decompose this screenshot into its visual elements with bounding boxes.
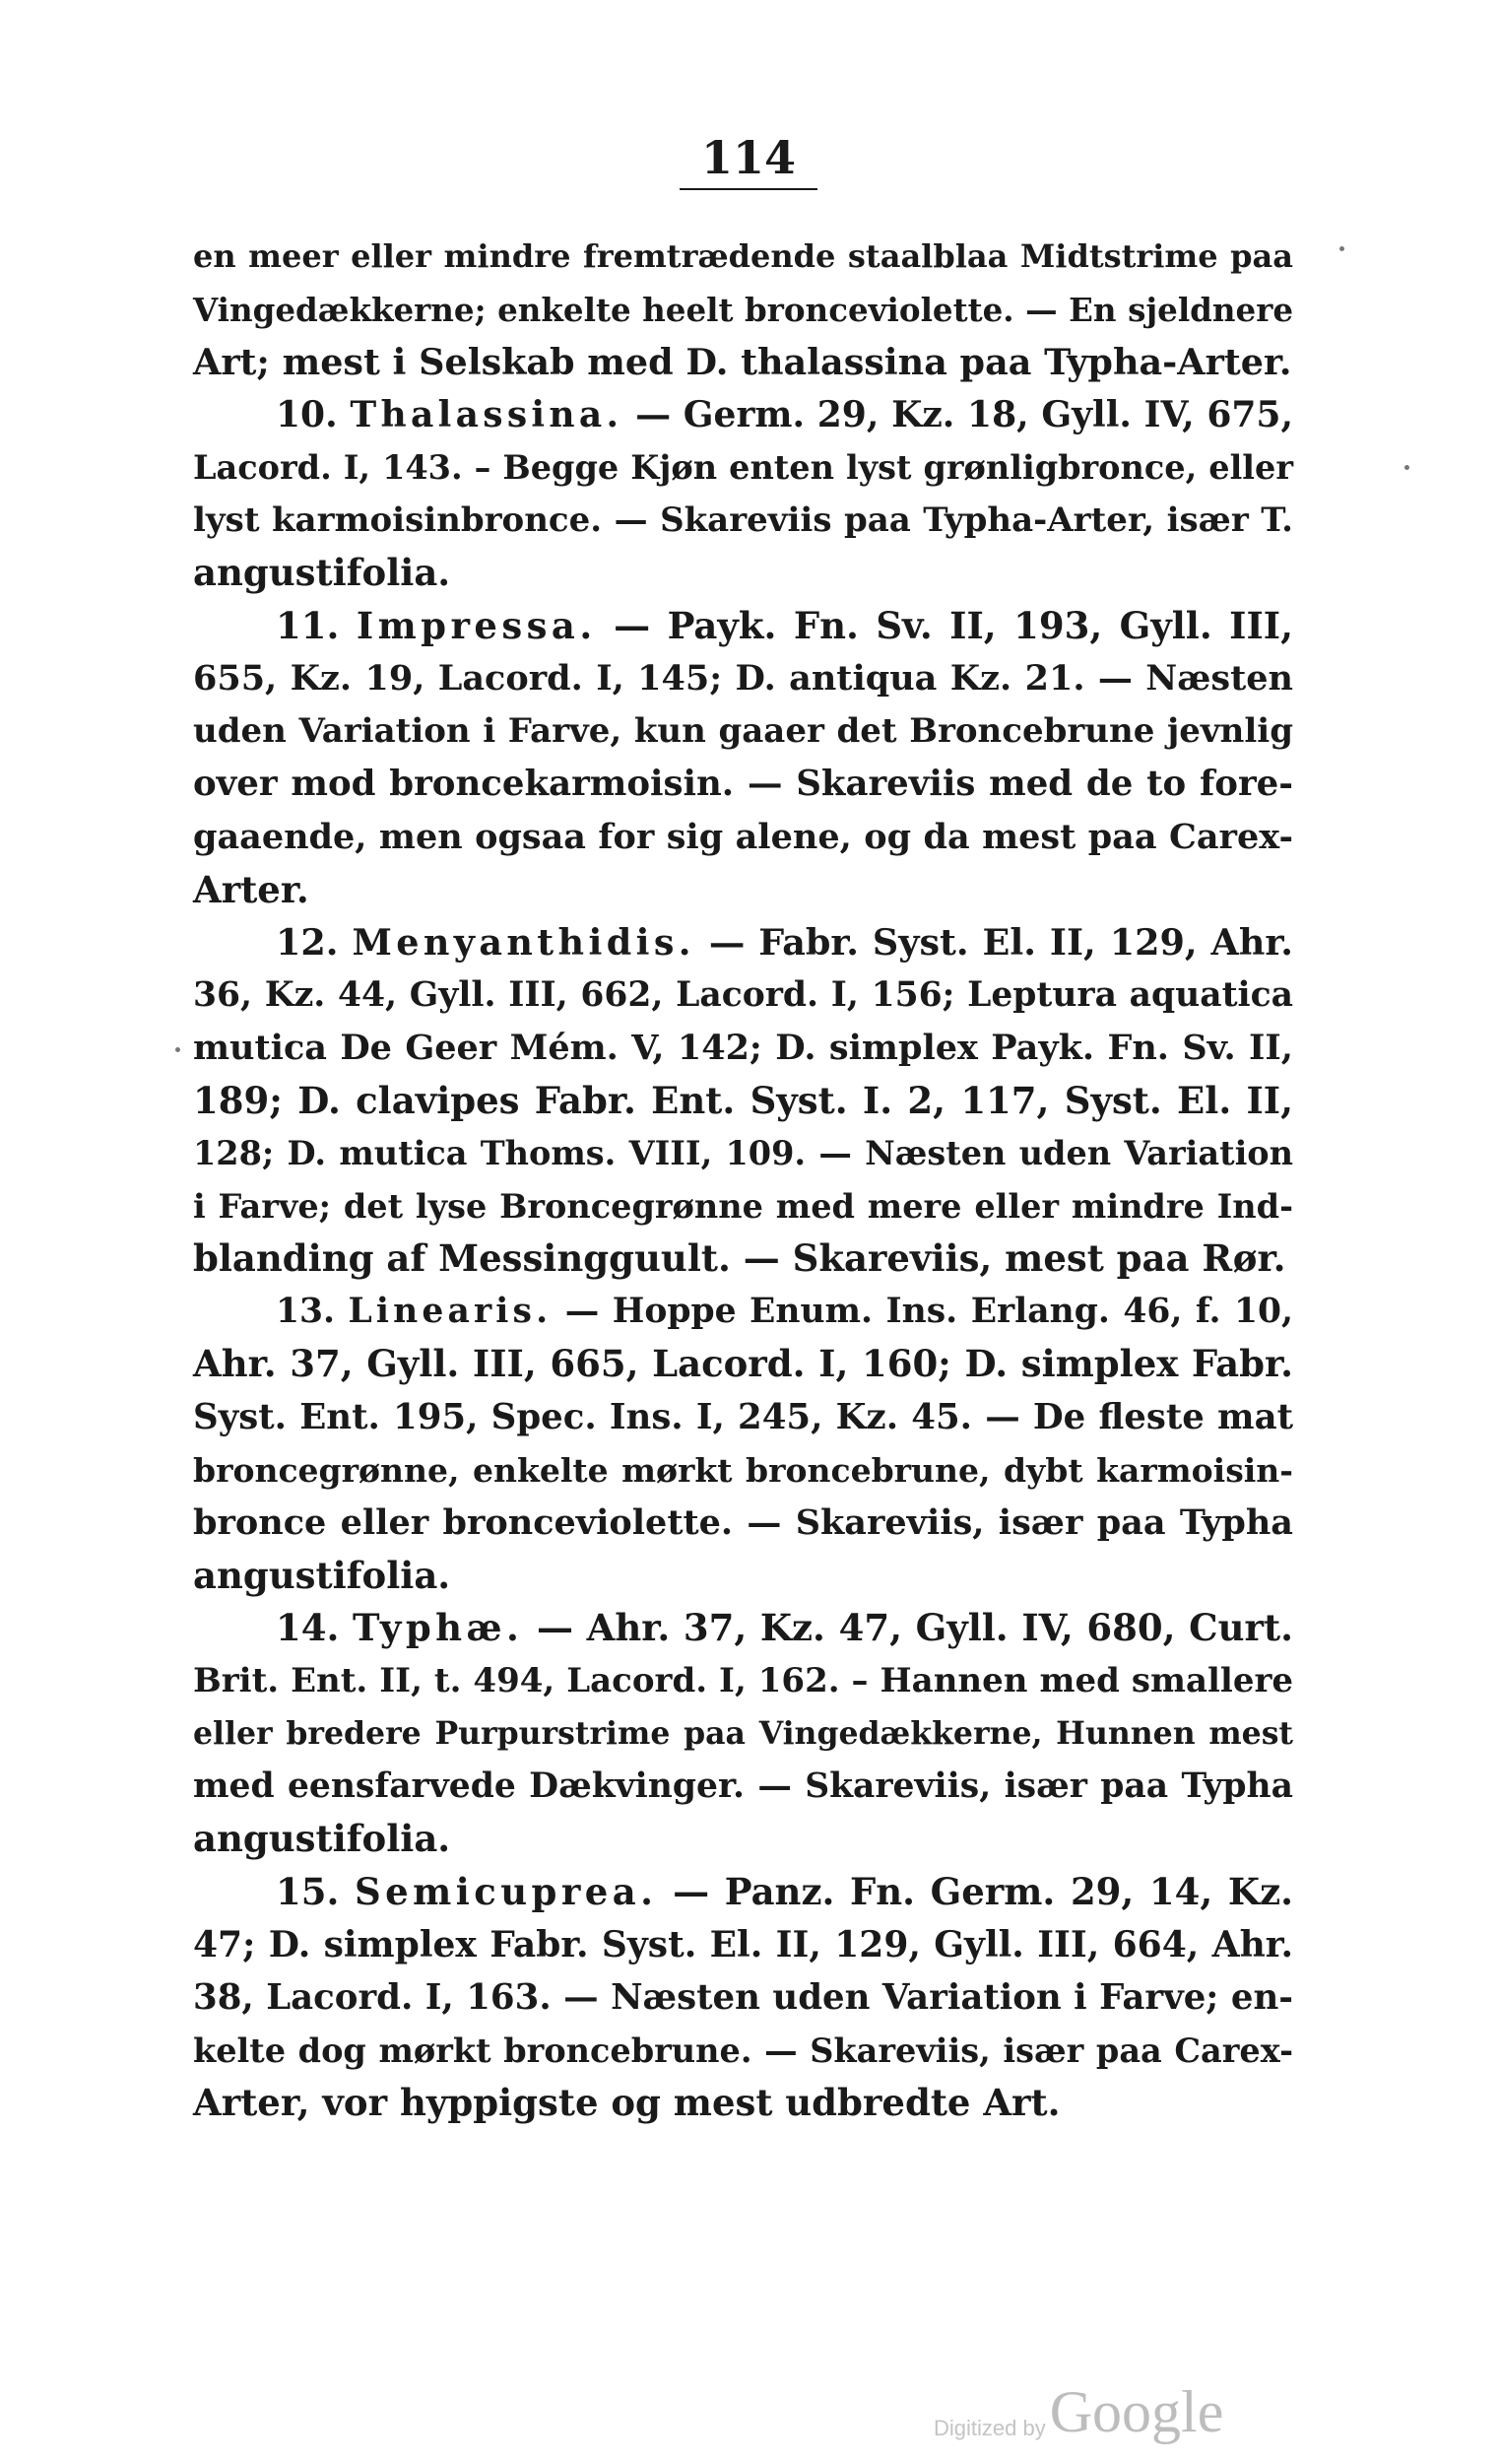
line-text: — Germ. 29, Kz. 18, Gyll. IV, 675, bbox=[622, 393, 1293, 435]
line-text: kelte dog mørkt broncebrune. — Skareviis, især paa Carex- bbox=[193, 2031, 1293, 2070]
text-line bbox=[193, 547, 1293, 600]
text-line bbox=[193, 600, 1293, 653]
line-text: Arter. bbox=[193, 867, 309, 911]
line-text: blanding af Messingguult. — Skareviis, mest paa Rør. bbox=[193, 1236, 1286, 1281]
species-name: Impressa. bbox=[356, 603, 597, 647]
line-text: — Ahr. 37, Kz. 47, Gyll. IV, 680, Curt. bbox=[523, 1606, 1293, 1650]
text-line bbox=[193, 284, 1293, 337]
line-text: lyst karmoisinbronce. — Skareviis paa Typha-Arter, især T. bbox=[193, 499, 1293, 540]
text-line bbox=[193, 1391, 1293, 1444]
text-line bbox=[193, 1919, 1293, 1972]
line-text: Syst. Ent. 195, Spec. Ins. I, 245, Kz. 45. — De fleste mat bbox=[193, 1397, 1293, 1438]
line-text: Ahr. 37, Gyll. III, 665, Lacord. I, 160; D. simplex Fabr. bbox=[193, 1342, 1293, 1386]
margin-mark bbox=[1339, 246, 1344, 251]
text-line bbox=[193, 1232, 1293, 1286]
text-line bbox=[193, 1761, 1293, 1814]
text-line bbox=[193, 1127, 1293, 1180]
line-text: angustifolia. bbox=[193, 551, 451, 595]
entry-number: 15. bbox=[276, 1869, 355, 1913]
text-line bbox=[193, 1180, 1293, 1233]
text-line bbox=[193, 1286, 1293, 1339]
line-text: eller bredere Purpurstrime paa Vingedækkerne, Hunnen mest bbox=[193, 1715, 1293, 1753]
line-text: Brit. Ent. II, t. 494, Lacord. I, 162. – Hannen med smallere bbox=[193, 1660, 1293, 1700]
text-line bbox=[193, 969, 1293, 1023]
text-line bbox=[193, 705, 1293, 759]
text-line bbox=[193, 1075, 1293, 1128]
line-text: 655, Kz. 19, Lacord. I, 145; D. antiqua Kz. 21. — Næsten bbox=[193, 658, 1293, 699]
species-name: Semicuprea. bbox=[355, 1869, 658, 1913]
text-line bbox=[193, 1444, 1293, 1498]
text-line bbox=[193, 811, 1293, 864]
line-text: 128; D. mutica Thoms. VIII, 109. — Næsten uden Variation bbox=[193, 1134, 1293, 1173]
watermark bbox=[934, 2379, 1269, 2444]
text-line bbox=[193, 495, 1293, 548]
entry-number: 11. bbox=[276, 603, 357, 647]
text-line bbox=[193, 758, 1293, 811]
watermark-digitized-by: Digitized by bbox=[934, 2416, 1046, 2440]
line-text: mutica De Geer Mém. V, 142; D. simplex Payk. Fn. Sv. II, bbox=[193, 1028, 1293, 1069]
text-line bbox=[193, 2025, 1293, 2078]
entry-number: 14. bbox=[276, 1606, 354, 1650]
line-text: 47; D. simplex Fabr. Syst. El. II, 129, Gyll. III, 664, Ahr. bbox=[193, 1923, 1293, 1965]
line-text: Vingedækkerne; enkelte heelt bronceviolette. — En sjeldnere bbox=[193, 290, 1293, 329]
line-text: — Fabr. Syst. El. II, 129, Ahr. bbox=[694, 921, 1293, 965]
line-text: i Farve; det lyse Broncegrønne med mere eller mindre Ind- bbox=[193, 1186, 1293, 1226]
text-line bbox=[193, 1550, 1293, 1603]
line-text: uden Variation i Farve, kun gaaer det Broncebrune jevnlig bbox=[193, 710, 1293, 751]
text-line bbox=[193, 1813, 1293, 1866]
species-name: Thalassina. bbox=[350, 393, 623, 435]
body-text bbox=[193, 231, 1293, 2130]
text-line bbox=[193, 652, 1293, 705]
entry-number: 13. bbox=[276, 1291, 349, 1331]
line-text: Lacord. I, 143. – Begge Kjøn enten lyst grønligbronce, eller bbox=[193, 448, 1293, 488]
line-text: over mod broncekarmoisin. — Skareviis med de to fore- bbox=[193, 764, 1293, 805]
text-line bbox=[193, 2077, 1293, 2130]
text-line bbox=[193, 1655, 1293, 1708]
line-text: angustifolia. bbox=[193, 1553, 451, 1597]
text-line bbox=[193, 1497, 1293, 1550]
species-name: Menyanthidis. bbox=[352, 921, 695, 965]
entry-number: 12. bbox=[276, 921, 353, 965]
text-line bbox=[193, 1866, 1293, 1919]
text-line bbox=[193, 231, 1293, 284]
species-name: Typhæ. bbox=[353, 1606, 524, 1650]
line-text: gaaende, men ogsaa for sig alene, og da mest paa Carex- bbox=[193, 817, 1293, 858]
margin-mark bbox=[1404, 465, 1409, 470]
text-line bbox=[193, 1602, 1293, 1655]
line-text: — Payk. Fn. Sv. II, 193, Gyll. III, bbox=[596, 603, 1293, 647]
text-line bbox=[193, 864, 1293, 917]
text-line bbox=[193, 916, 1293, 969]
line-text: Art; mest i Selskab med D. thalassina paa Typha-Arter. bbox=[193, 341, 1292, 384]
margin-mark bbox=[175, 1047, 180, 1052]
species-name: Linearis. bbox=[348, 1291, 553, 1331]
line-text: Arter, vor hyppigste og mest udbredte Art. bbox=[193, 2081, 1061, 2125]
line-text: broncegrønne, enkelte mørkt broncebrune, dybt karmoisin- bbox=[193, 1450, 1293, 1490]
entry-number: 10. bbox=[276, 393, 351, 435]
text-line bbox=[193, 1338, 1293, 1391]
line-text: — Panz. Fn. Germ. 29, 14, Kz. bbox=[657, 1869, 1293, 1913]
text-line bbox=[193, 1022, 1293, 1075]
watermark-google-logo: Google bbox=[1049, 2379, 1224, 2444]
page-number: 114 bbox=[680, 130, 817, 190]
text-line bbox=[193, 389, 1293, 442]
line-text: en meer eller mindre fremtrædende staalblaa Midtstrime paa bbox=[193, 237, 1293, 275]
line-text: — Hoppe Enum. Ins. Erlang. 46, f. 10, bbox=[552, 1291, 1293, 1331]
line-text: angustifolia. bbox=[193, 1817, 451, 1861]
text-line bbox=[193, 441, 1293, 495]
text-line bbox=[193, 336, 1293, 389]
line-text: bronce eller bronceviolette. — Skareviis, især paa Typha bbox=[193, 1502, 1293, 1544]
text-line bbox=[193, 1707, 1293, 1761]
text-line bbox=[193, 1971, 1293, 2025]
line-text: med eensfarvede Dækvinger. — Skareviis, især paa Typha bbox=[193, 1765, 1293, 1806]
line-text: 189; D. clavipes Fabr. Ent. Syst. I. 2, 117, Syst. El. II, bbox=[193, 1078, 1293, 1122]
line-text: 36, Kz. 44, Gyll. III, 662, Lacord. I, 156; Leptura aquatica bbox=[193, 974, 1293, 1015]
line-text: 38, Lacord. I, 163. — Næsten uden Variation i Farve; en- bbox=[193, 1977, 1293, 2019]
